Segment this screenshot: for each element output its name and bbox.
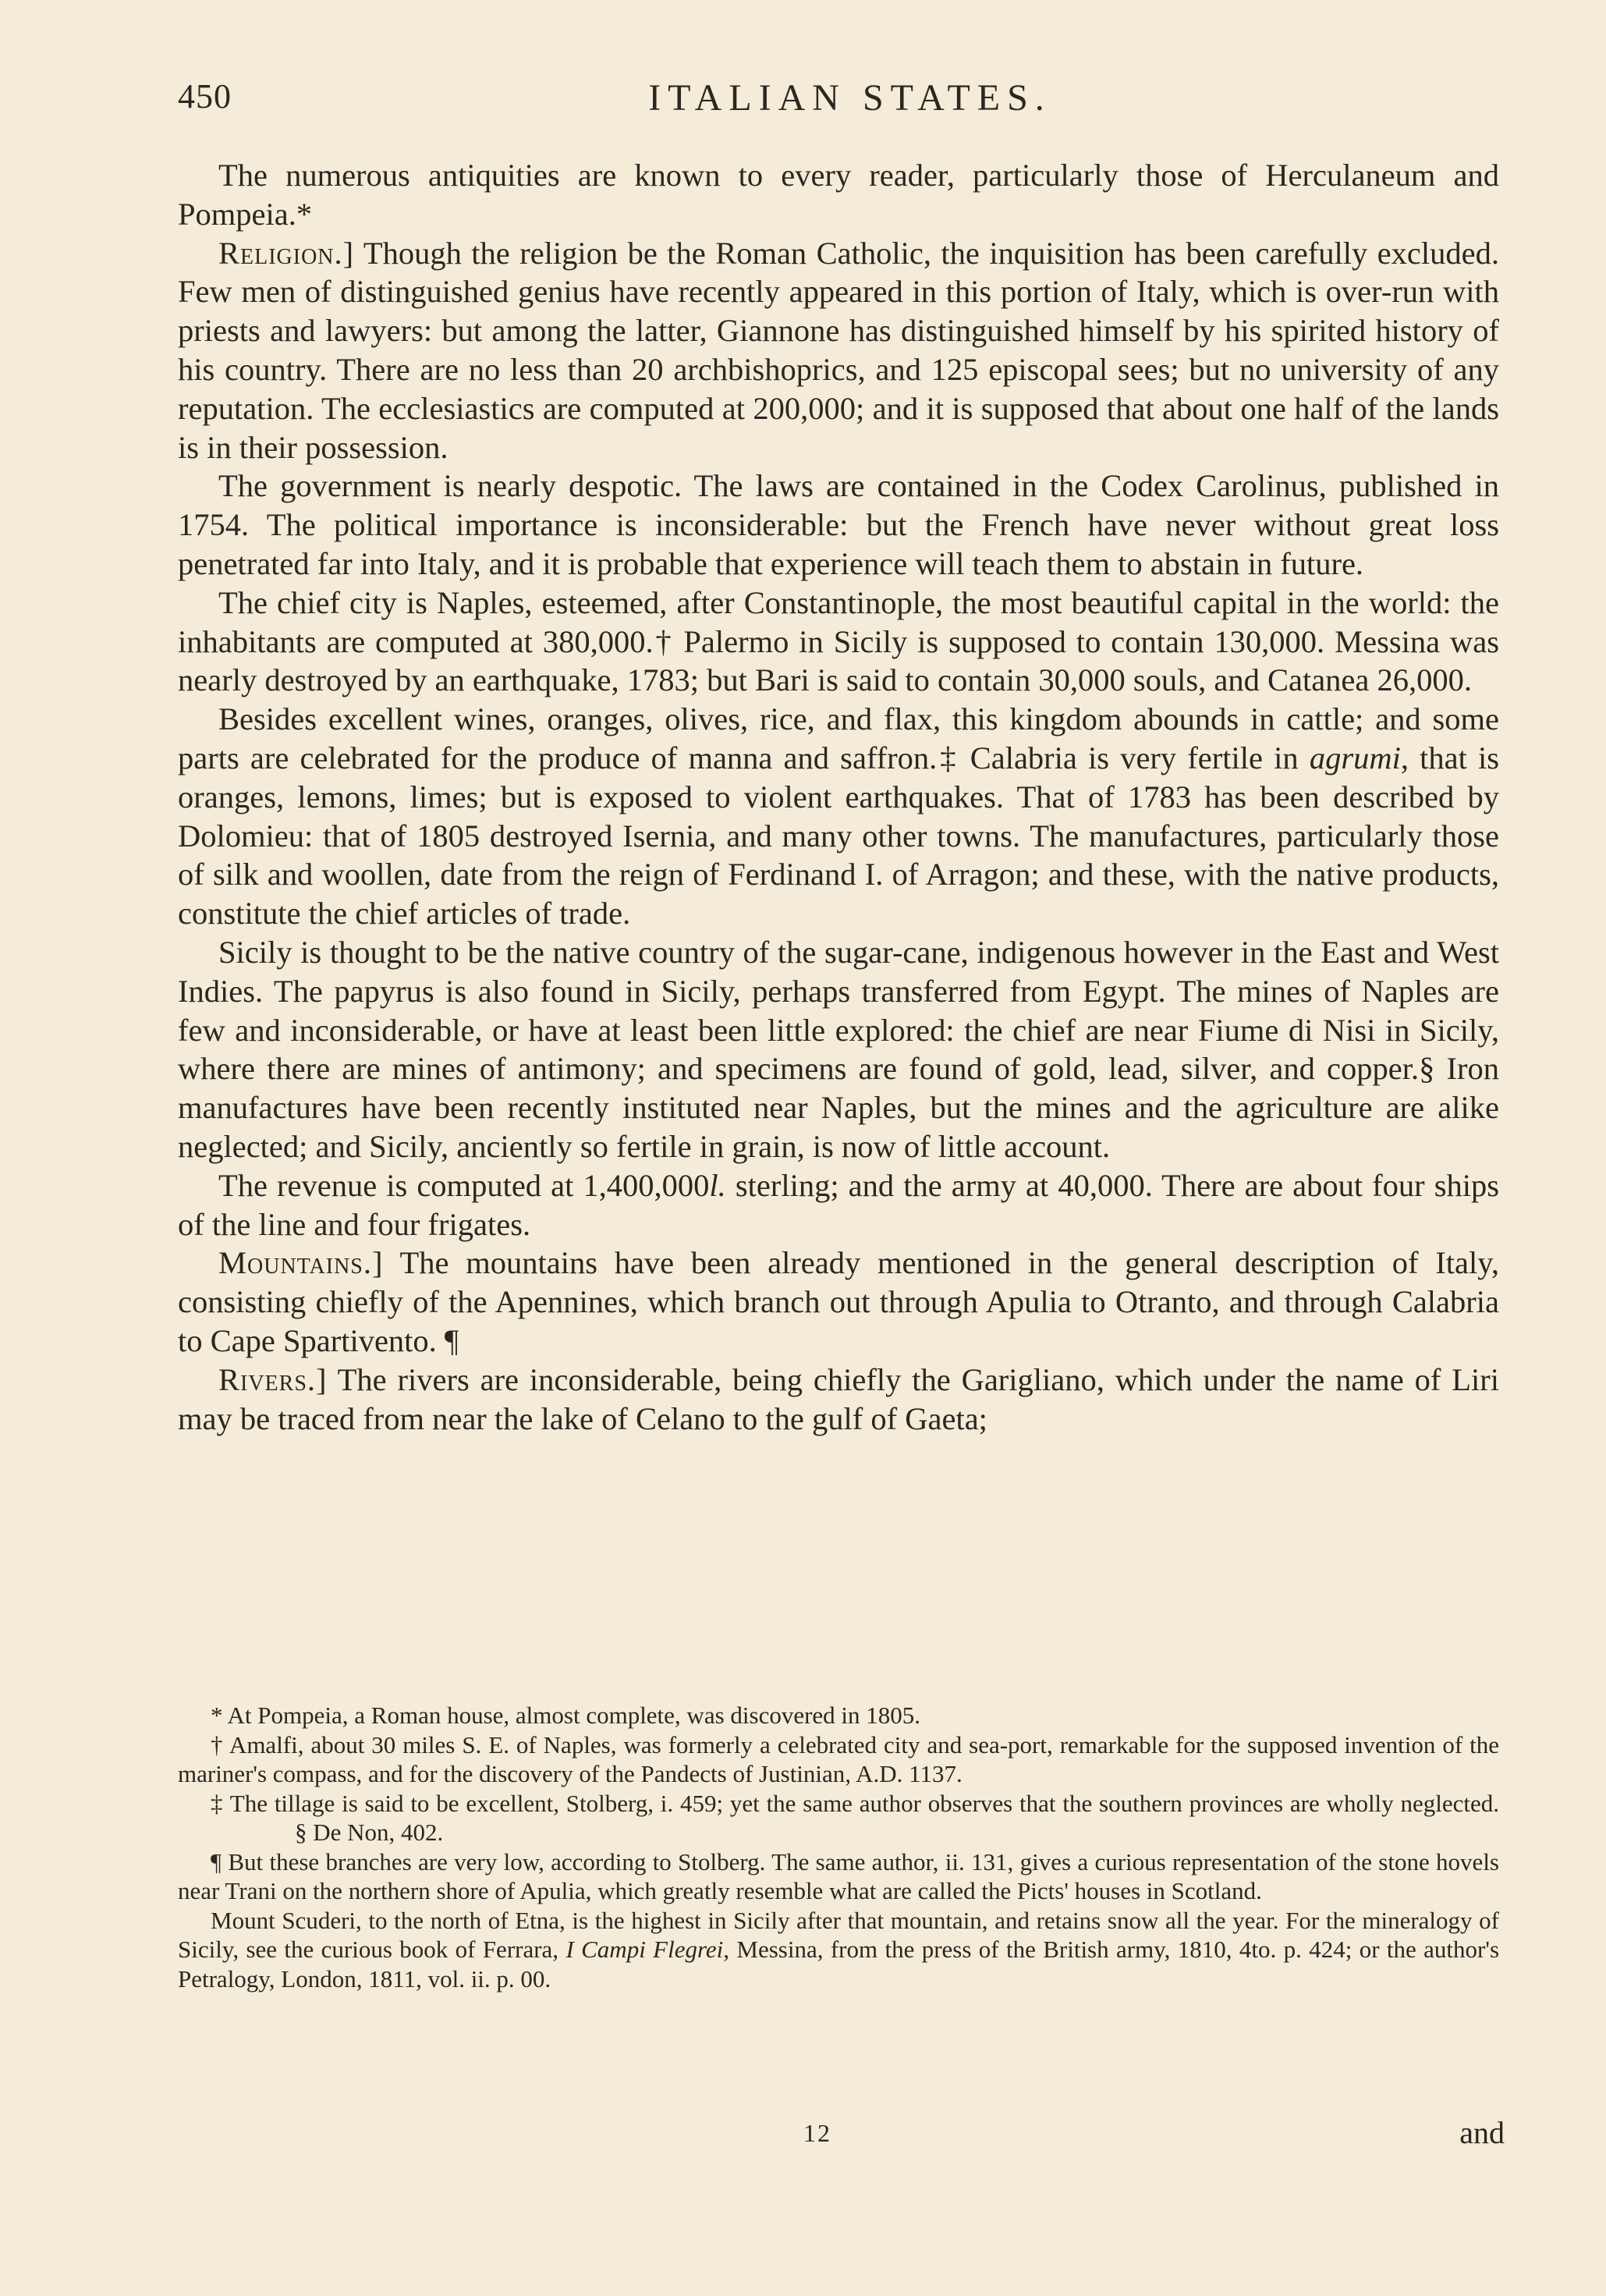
signature-mark: 12 [803,2119,831,2147]
paragraph-text: The revenue is computed at 1,400,000 [218,1167,710,1203]
page-header [178,76,1522,123]
footnote-de-non: § De Non, 402. [295,1819,444,1846]
footnote-scuderi [178,1906,1499,1994]
paragraph-government [178,467,1499,583]
paragraph-mountains [178,1244,1499,1360]
body-text [178,156,1499,1438]
footnotes [178,1701,1499,1993]
paragraph-antiquities [178,156,1499,234]
footnote-text: Mount Scuderi, to the north of Etna, is the highest in Sicily after that mountain, and retains snow all the year. For the mineralogy of Sicily, see the curious book of Ferrara, [178,1906,1499,1963]
footnote-text: ‡ The tillage is said to be excellent, Stolberg, i. 459; yet the same author observes that the southern provinces are wholly neglected. [211,1789,1499,1817]
section-heading-religion: Religion.] [218,235,355,271]
footnote-text: † Amalfi, about 30 miles S. E. of Naples, was formerly a celebrated city and sea-port, remarkable for the supposed invention of the mariner's compass, and for the discovery of the Pandects of Justinian, A.D. 1137. [178,1730,1499,1787]
paragraph-chief-city [178,584,1499,700]
paragraph-text: Though the religion be the Roman Catholic, the inquisition has been carefully excluded. Few men of distinguished genius have recently appeared in this portion of Italy, which is over-run with priests and lawyers: but among the latter, Giannone has distinguished himself by his spirited history of his country. There are no less than 20 archbishoprics, and 125 episcopal sees; but no university of any reputation. The ecclesiastics are computed at 200,000; and it is supposed that about one half of the lands is in their possession. [178,235,1499,465]
paragraph-produce [178,700,1499,933]
footnote-text: ¶ But these branches are very low, according to Stolberg. The same author, ii. 131, gives a curious representation of the stone hovels near Trani on the northern shore of Apulia, which greatly resemble what are called the Picts' houses in Scotland. [178,1847,1499,1904]
section-heading-rivers: Rivers.] [218,1361,328,1397]
paragraph-text: The mountains have been already mentioned in the general description of Italy, consisting chiefly of the Apennines, which branch out through Apulia to Otranto, and through Calabria to Cape Spartivento. ¶ [178,1245,1499,1358]
italic-term: l. [709,1167,726,1203]
italic-title: I Campi Flegrei [565,1936,724,1963]
section-heading-mountains: Mountains.] [218,1245,384,1281]
paragraph-text: The numerous antiquities are known to every reader, particularly those of Herculaneum and Pompeia.* [178,158,1499,232]
paragraph-sicily [178,933,1499,1166]
paragraph-text: Besides excellent wines, oranges, olives, rice, and flax, this kingdom abounds in cattle; and some parts are celebrated for the produce of manna and saffron.‡ Calabria is very fertile in [178,701,1499,775]
paragraph-text: The chief city is Naples, esteemed, after Constantinople, the most beautiful capital in the world: the inhabitants are computed at 380,000.† Palermo in Sicily is supposed to contain 130,000. Messina was nearly destroyed by an earthquake, 1783; but Bari is said to contain 30,000 souls, and Catanea 26,000. [178,584,1499,698]
footnote-amalfi [178,1730,1499,1789]
catchword: and [1459,2115,1505,2150]
paragraph-text: , that is oranges, lemons, limes; but is exposed to violent earthquakes. That of 1783 has been described by Dolomieu: that of 1805 destroyed Isernia, and many other towns. The manufactures, particularly those of silk and woollen, date from the reign of Ferdinand I. of Arragon; and these, with the native products, constitute the chief articles of trade. [178,740,1499,932]
paragraph-text: The government is nearly despotic. The laws are contained in the Codex Carolinus, published in 1754. The political importance is inconsiderable: but the French have never without great loss penetrated far into Italy, and it is probable that experience will teach them to abstain in future. [178,468,1499,581]
paragraph-text: Sicily is thought to be the native country of the sugar-cane, indigenous however in the East and West Indies. The papyrus is also found in Sicily, perhaps transferred from Egypt. The mines of Naples are few and inconsiderable, or have at least been little explored: the chief are near Fiume di Nisi in Sicily, where there are mines of antimony; and specimens are found of gold, lead, silver, and copper.§ Iron manufactures have been recently instituted near Naples, but the mines and the agriculture are alike neglected; and Sicily, anciently so fertile in grain, is now of little account. [178,934,1499,1164]
paragraph-rivers [178,1361,1499,1439]
footnote-tillage [178,1789,1499,1847]
footnote-text: , Messina, from the press of the British army, 1810, 4to. p. 424; or the author's Petralogy, London, 1811, vol. ii. p. 00. [178,1936,1500,1993]
paragraph-text: The rivers are inconsiderable, being chiefly the Garigliano, which under the name of Liri may be traced from near the lake of Celano to the gulf of Gaeta; [178,1361,1499,1436]
footnote-text: * At Pompeia, a Roman house, almost complete, was discovered in 1805. [211,1702,921,1729]
paragraph-religion [178,234,1499,467]
footnote-pompeia [178,1701,1499,1730]
page-number: 450 [178,77,232,115]
running-title: ITALIAN STATES. [648,77,1051,119]
italic-term: agrumi [1309,740,1401,775]
footnote-branches [178,1847,1499,1906]
paragraph-text: sterling; and the army at 40,000. There are about four ships of the line and four frigates. [178,1167,1499,1242]
paragraph-revenue [178,1166,1499,1244]
